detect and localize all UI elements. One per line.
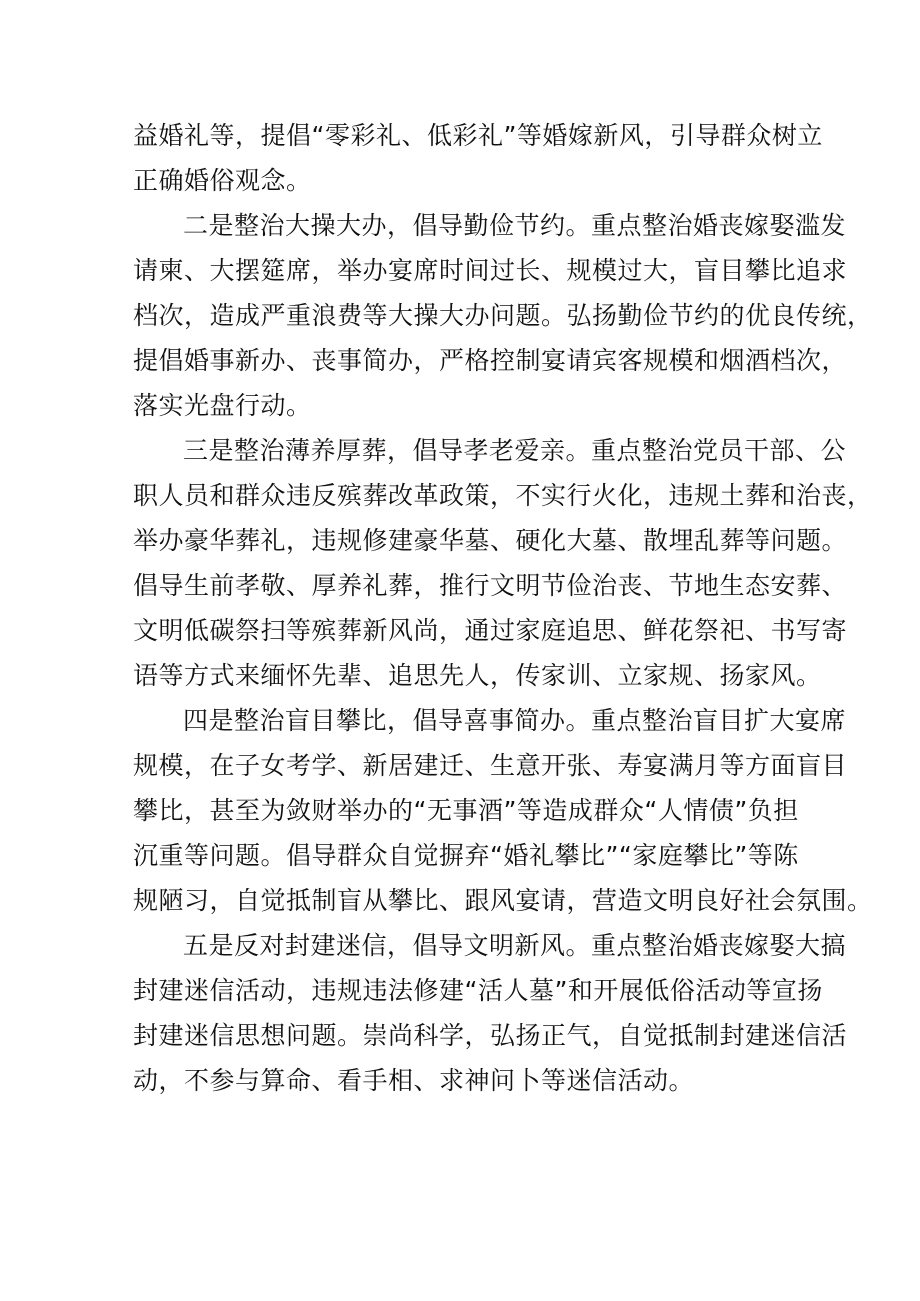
paragraph-point-three xyxy=(133,428,873,698)
text-line: 二是整治大操大办，倡导勤俭节约。重点整治婚丧嫁娶滥发 xyxy=(183,211,847,240)
text-line: 封建迷信活动，违规违法修建“活人墓”和开展低俗活动等宣扬 xyxy=(133,976,823,1005)
text-line: 语等方式来缅怀先辈、追思先人，传家训、立家规、扬家风。 xyxy=(133,661,822,690)
text-line: 动，不参与算命、看手相、求神问卜等迷信活动。 xyxy=(133,1066,695,1095)
text-line: 举办豪华葬礼，违规修建豪华墓、硬化大墓、散埋乱葬等问题。 xyxy=(133,526,848,555)
text-line: 五是反对封建迷信，倡导文明新风。重点整治婚丧嫁娶大搞 xyxy=(183,931,847,960)
paragraph-point-four xyxy=(133,698,873,923)
text-line: 攀比，甚至为敛财举办的“无事酒”等造成群众“人情债”负担 xyxy=(133,796,799,825)
text-line: 规陋习，自觉抵制盲从攀比、跟风宴请，营造文明良好社会氛围。 xyxy=(133,886,873,915)
text-line: 正确婚俗观念。 xyxy=(133,166,312,195)
text-line: 落实光盘行动。 xyxy=(133,391,312,420)
text-line: 文明低碳祭扫等殡葬新风尚，通过家庭追思、鲜花祭祀、书写寄 xyxy=(133,616,848,645)
paragraph-intro-continued xyxy=(133,113,823,203)
document-body xyxy=(133,113,873,1103)
text-line: 益婚礼等，提倡“零彩礼、低彩礼”等婚嫁新风，引导群众树立 xyxy=(133,121,823,150)
text-line: 封建迷信思想问题。崇尚科学，弘扬正气，自觉抵制封建迷信活 xyxy=(133,1021,848,1050)
text-line: 提倡婚事新办、丧事简办，严格控制宴请宾客规模和烟酒档次， xyxy=(133,346,848,375)
text-line: 职人员和群众违反殡葬改革政策，不实行火化，违规土葬和治丧， xyxy=(133,481,873,510)
text-line: 档次，造成严重浪费等大操大办问题。弘扬勤俭节约的优良传统， xyxy=(133,301,873,330)
text-line: 规模，在子女考学、新居建迁、生意开张、寿宴满月等方面盲目 xyxy=(133,751,848,780)
text-line: 请柬、大摆筵席，举办宴席时间过长、规模过大，盲目攀比追求 xyxy=(133,256,848,285)
paragraph-point-five xyxy=(133,923,848,1103)
text-line: 沉重等问题。倡导群众自觉摒弃“婚礼攀比”“家庭攀比”等陈 xyxy=(133,841,799,870)
text-line: 三是整治薄养厚葬，倡导孝老爱亲。重点整治党员干部、公 xyxy=(183,436,847,465)
text-line: 倡导生前孝敬、厚养礼葬，推行文明节俭治丧、节地生态安葬、 xyxy=(133,571,848,600)
paragraph-point-two xyxy=(133,203,873,428)
text-line: 四是整治盲目攀比，倡导喜事简办。重点整治盲目扩大宴席 xyxy=(183,706,847,735)
